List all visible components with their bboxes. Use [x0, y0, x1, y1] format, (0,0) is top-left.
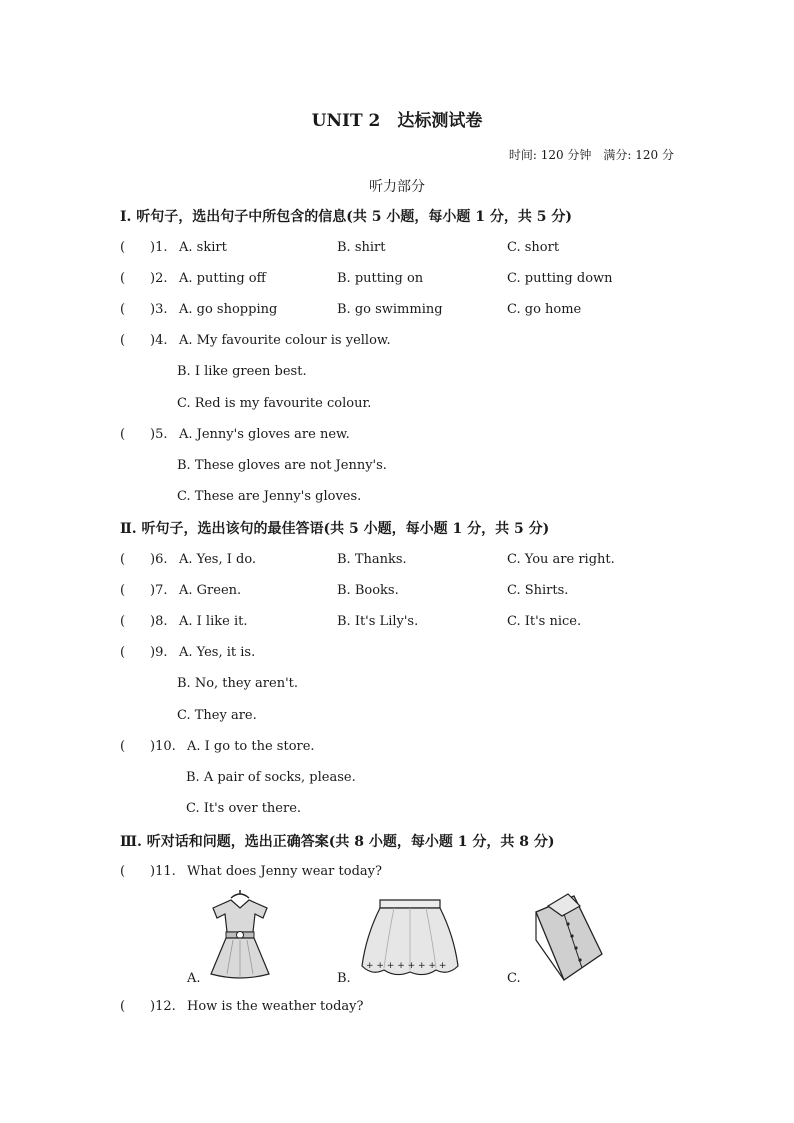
- option-4b: B. I like green best.: [177, 364, 307, 379]
- time-and-score: 时间: 120 分钟 满分: 120 分: [508, 148, 674, 162]
- question-6: [120, 552, 167, 567]
- question-11: [120, 864, 176, 879]
- answer-bracket: (: [120, 333, 126, 348]
- option-8b: B. It's Lily's.: [337, 614, 419, 629]
- question-2: [120, 271, 167, 286]
- option-9a: A. Yes, it is.: [179, 645, 256, 660]
- option-5a: A. Jenny's gloves are new.: [179, 427, 350, 442]
- answer-bracket: (: [120, 645, 126, 660]
- option-3b: B. go swimming: [337, 302, 443, 317]
- question-7: [120, 583, 167, 598]
- question-number: )11.: [150, 864, 176, 879]
- hanger-hook: [231, 894, 249, 898]
- picture-label-a: A.: [187, 971, 201, 986]
- option-4a: A. My favourite colour is yellow.: [179, 333, 391, 348]
- question-8: [120, 614, 167, 629]
- answer-bracket: (: [120, 240, 126, 255]
- option-4c: C. Red is my favourite colour.: [177, 396, 372, 411]
- skirt-hem-pattern: + + + + + + + +: [366, 961, 447, 971]
- page-title: UNIT 2 达标测试卷: [311, 111, 483, 131]
- option-1b: B. shirt: [337, 240, 386, 255]
- skirt-waistband: [380, 900, 440, 908]
- question-number: )7.: [150, 583, 168, 598]
- shirt-button: [578, 958, 581, 961]
- question-number: )4.: [150, 333, 168, 348]
- option-6b: B. Thanks.: [337, 552, 407, 567]
- question-number: )6.: [150, 552, 168, 567]
- dress-picture: [205, 888, 275, 984]
- option-5b: B. These gloves are not Jenny's.: [177, 458, 387, 473]
- question-5: [120, 427, 167, 442]
- shirt-button: [570, 934, 573, 937]
- option-1c: C. short: [507, 240, 560, 255]
- question-12-text: How is the weather today?: [187, 999, 364, 1014]
- answer-bracket: (: [120, 302, 126, 317]
- question-12: [120, 999, 176, 1014]
- question-4: [120, 333, 167, 348]
- answer-bracket: (: [120, 614, 126, 629]
- part-heading: 听力部分: [369, 179, 425, 195]
- answer-bracket: (: [120, 427, 126, 442]
- question-number: )12.: [150, 999, 176, 1014]
- picture-label-b: B.: [337, 971, 351, 986]
- section-3-heading: Ⅲ. 听对话和问题，选出正确答案(共 8 小题，每小题 1 分，共 8 分): [120, 834, 555, 850]
- option-6c: C. You are right.: [507, 552, 615, 567]
- skirt-picture: [358, 896, 462, 982]
- shirt-picture: [530, 890, 610, 986]
- option-10b: B. A pair of socks, please.: [186, 770, 356, 785]
- question-1: [120, 240, 167, 255]
- question-number: )2.: [150, 271, 168, 286]
- question-number: )5.: [150, 427, 168, 442]
- option-3a: A. go shopping: [179, 302, 278, 317]
- question-10: [120, 739, 176, 754]
- option-2a: A. putting off: [179, 271, 266, 286]
- option-3c: C. go home: [507, 302, 582, 317]
- answer-bracket: (: [120, 583, 126, 598]
- question-number: )10.: [150, 739, 176, 754]
- dress-bodice: [213, 900, 267, 932]
- option-5c: C. These are Jenny's gloves.: [177, 489, 362, 504]
- question-number: )1.: [150, 240, 168, 255]
- question-3: [120, 302, 167, 317]
- answer-bracket: (: [120, 999, 126, 1014]
- option-7a: A. Green.: [179, 583, 242, 598]
- answer-bracket: (: [120, 552, 126, 567]
- option-6a: A. Yes, I do.: [179, 552, 257, 567]
- question-number: )9.: [150, 645, 168, 660]
- question-number: )3.: [150, 302, 168, 317]
- option-10c: C. It's over there.: [186, 801, 302, 816]
- answer-bracket: (: [120, 739, 126, 754]
- answer-bracket: (: [120, 864, 126, 879]
- picture-label-c: C.: [507, 971, 521, 986]
- option-10a: A. I go to the store.: [187, 739, 315, 754]
- section-1-heading: Ⅰ. 听句子，选出句子中所包含的信息(共 5 小题，每小题 1 分，共 5 分): [120, 209, 573, 225]
- question-9: [120, 645, 167, 660]
- shirt-button: [566, 922, 569, 925]
- option-7b: B. Books.: [337, 583, 399, 598]
- section-2-heading: Ⅱ. 听句子，选出该句的最佳答语(共 5 小题，每小题 1 分，共 5 分): [120, 521, 550, 537]
- option-9b: B. No, they aren't.: [177, 676, 299, 691]
- option-1a: A. skirt: [179, 240, 227, 255]
- question-number: )8.: [150, 614, 168, 629]
- option-7c: C. Shirts.: [507, 583, 569, 598]
- option-9c: C. They are.: [177, 708, 257, 723]
- option-8a: A. I like it.: [179, 614, 248, 629]
- answer-bracket: (: [120, 271, 126, 286]
- option-8c: C. It's nice.: [507, 614, 582, 629]
- option-2c: C. putting down: [507, 271, 613, 286]
- question-11-text: What does Jenny wear today?: [187, 864, 382, 879]
- option-2b: B. putting on: [337, 271, 424, 286]
- shirt-button: [574, 946, 577, 949]
